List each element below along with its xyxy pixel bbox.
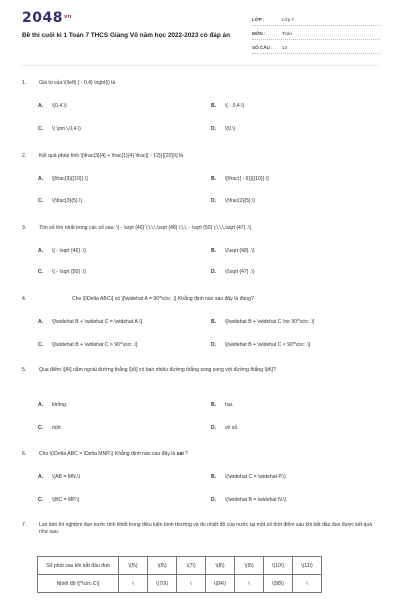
option-3c[interactable]: C. \( - \sqrt {50} .\) xyxy=(38,269,86,275)
table-cell: \ xyxy=(177,575,206,593)
exam-meta xyxy=(252,14,380,56)
option-3a[interactable]: A. \( - \sqrt {46} .\) xyxy=(38,248,86,254)
table-header-cell: Nhiệt độ \[^\circ C\] xyxy=(38,575,119,593)
option-1b[interactable]: B. \( - 0,4.\) xyxy=(211,103,245,109)
table-header-cell: Số phút sau khi bắt đầu đun xyxy=(38,557,119,575)
option-1c[interactable]: C. \( \pm \,0,4.\) xyxy=(38,126,81,132)
table-cell: \ xyxy=(235,575,264,593)
table-cell: \(10\) xyxy=(264,557,293,575)
table-row xyxy=(38,575,322,593)
table-cell: \(98\) xyxy=(264,575,293,593)
meta-row-count: SỐ CÂU : 13 xyxy=(252,42,380,54)
option-6b[interactable]: B. \(\widehat C = \widehat P.\) xyxy=(211,474,286,480)
option-6c[interactable]: C. \(BC = MP.\) xyxy=(38,497,80,503)
option-6a[interactable]: A. \(AB = MN.\) xyxy=(38,474,81,480)
page-title: Đề thi cuối kì 1 Toán 7 THCS Giảng Võ năm học 2022-2023 có đáp án xyxy=(22,32,230,39)
option-4d[interactable]: D. \[\widehat B + \widehat C < 90^\circ .\] xyxy=(211,342,311,348)
option-5d[interactable]: D. vô số. xyxy=(211,425,239,431)
emphasis-sai: sai xyxy=(176,451,184,457)
table-cell: \(5\) xyxy=(119,557,148,575)
table-cell: \(11\) xyxy=(293,557,322,575)
option-5c[interactable]: C. một. xyxy=(38,425,62,431)
option-4b[interactable]: B. \[\widehat B + \widehat C \ne 90^\circ .\] xyxy=(211,319,315,325)
table-cell: \(84\) xyxy=(206,575,235,593)
table-cell: \(7\) xyxy=(177,557,206,575)
option-2c[interactable]: C. \(\frac{3}{5}.\) xyxy=(38,198,83,204)
table-cell: \(8\) xyxy=(206,557,235,575)
option-2b[interactable]: B. \[\frac{{ - 6}}{{10}}.\] xyxy=(211,176,269,182)
option-4c[interactable]: C. \[\widehat B + \widehat C > 90^\circ .\] xyxy=(38,342,138,348)
option-5b[interactable]: B. hai. xyxy=(211,402,234,408)
table-cell: \(70\) xyxy=(148,575,177,593)
header xyxy=(0,0,400,62)
table-row xyxy=(38,557,322,575)
divider xyxy=(22,65,378,66)
table-cell: \(9\) xyxy=(235,557,264,575)
meta-row-subject: MÔN : Toán xyxy=(252,28,380,40)
site-logo[interactable]: $2048^{vn}$ xyxy=(22,10,72,26)
option-1d[interactable]: D. \(0.\) xyxy=(211,126,236,132)
table-cell: \ xyxy=(293,575,322,593)
temperature-table xyxy=(37,556,322,593)
option-6d[interactable]: D. \(\widehat B = \widehat N.\) xyxy=(211,497,287,503)
exam-page: $2048^{vn}$ Đề thi cuối kì 1 Toán 7 THCS Giảng Võ năm học 2022-2023 có đáp án LỚP : Lớp 7 MÔN : Toán SỐ CÂU : 13 1. Giá trị của \(\left| { - 0,4} \right|\) là A. \(0,4.\) B. \( - 0,4.\) C. \( \pm \,0,4.\) D. \(0.\) 2. Kết quả phép tính \[\frac{3}{4} + \frac{1}{4}.\frac{{ - 12}}{{20}}\] là A. \[\frac{9}{{10}}.\] B. \[\frac{{ - 6}}{{10}}.\] C. \(\frac{3}{5}.\) D. \(\frac{2}{5}.\) 3. Tìm số lớn nhất trong các số sau: \( - \sqrt {46} \;\,\,\,\sqrt {48} \;\,\, - \sqrt {50} \;\,\,\,\sqrt {47} .\) A. \( - \sqrt {46} .\) B. \(\sqrt {48} .\) C. \( - \sqrt {50} .\) D. \(\sqrt {47} .\) 4. Cho \[\Delta ABC\] có \[\widehat A = 90^\circ .\] Khẳng định nào sau đây là đúng? A. \[\widehat B + \widehat C = \widehat A.\] B. \[\widehat B + \widehat C \ne 90^\circ .\] C. \[\widehat B + \widehat C > 90^\circ .\] D. \[\widehat B + \widehat C < 90^\circ .\] 5. Qua điểm \[A\] nằm ngoài đường thẳng \[d\] có bao nhiêu đường thẳng song song với đường thẳng \[d\]? A. không. B. hai. C. một. D. vô số. 6. Cho \(\Delta ABC = \Delta MNP.\) Khẳng định nào sau đây là sai ? A. \(AB = MN.\) B. \(\widehat C = \widehat P.\) C. \(BC = MP.\) D. \(\widehat B = \widehat N.\) 7. Lan làm thí nghiệm đun nước tinh khiết trong điều kiện bình thường và đo nhiệt độ của nước tại một số thời điểm sau khi bắt đầu đun được kết quả như sau: Số phút sau khi bắt đầu đun \(5\) \(6\) \(7\) \(8\) \(9\) \(10\) \(11\) Nhiệt độ \[^\circ C\] \ \(70\) \ \(84\) \ \(98\) \ xyxy=(0,0,400,600)
meta-row-class: LỚP : Lớp 7 xyxy=(252,14,380,26)
option-5a[interactable]: A. không. xyxy=(38,402,68,408)
option-2a[interactable]: A. \[\frac{9}{{10}}.\] xyxy=(38,176,88,182)
option-1a[interactable]: A. \(0,4.\) xyxy=(38,103,67,109)
option-3d[interactable]: D. \(\sqrt {47} .\) xyxy=(211,269,255,275)
option-3b[interactable]: B. \(\sqrt {48} .\) xyxy=(211,248,255,254)
table-cell: \(6\) xyxy=(148,557,177,575)
option-4a[interactable]: A. \[\widehat B + \widehat C = \widehat A.\] xyxy=(38,319,143,325)
option-2d[interactable]: D. \(\frac{2}{5}.\) xyxy=(211,198,256,204)
table-cell: \ xyxy=(119,575,148,593)
